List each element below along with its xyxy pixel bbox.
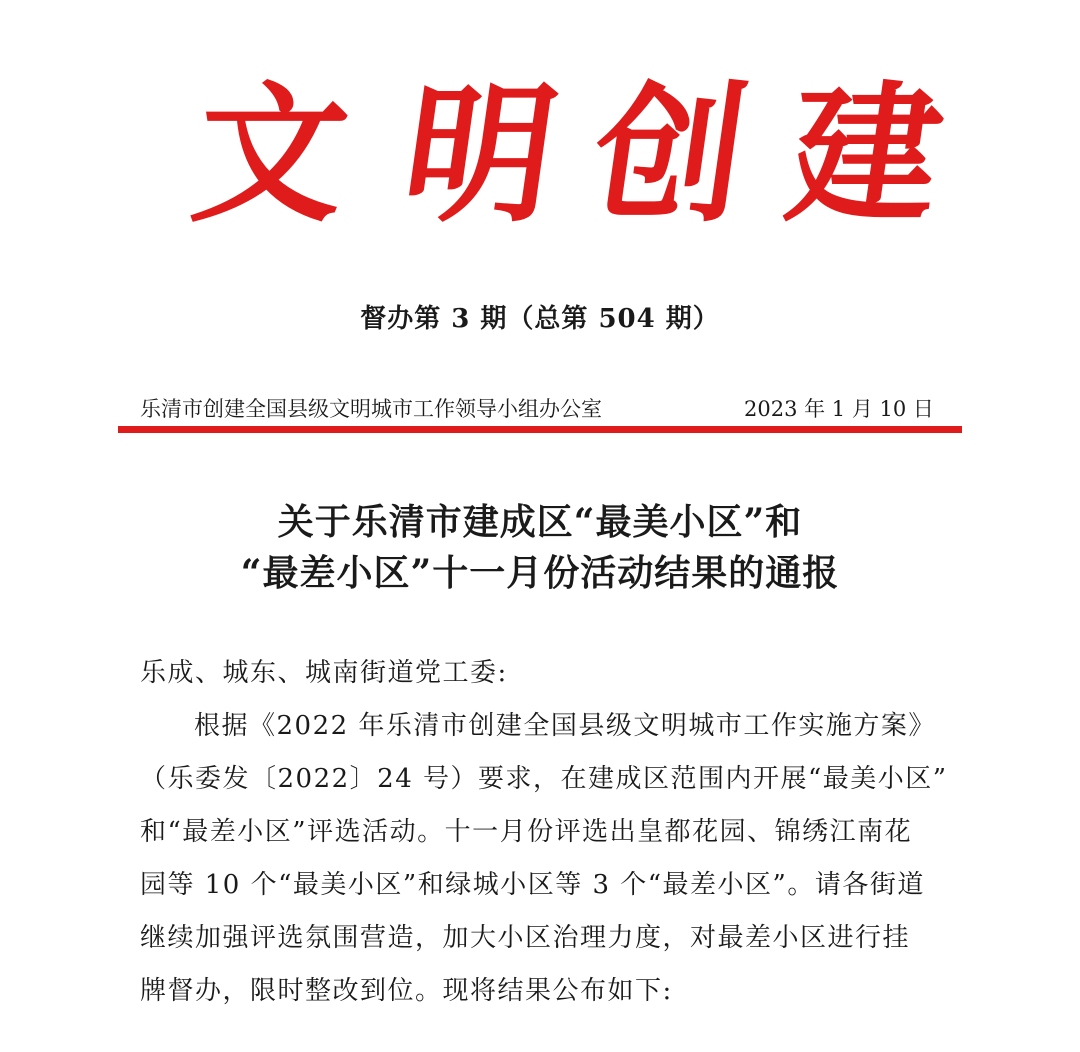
body-paragraph-line: 继续加强评选氛围营造，加大小区治理力度，对最差小区进行挂 [140,923,911,953]
masthead-char-wen: 文 [183,67,359,243]
salutation: 乐成、城东、城南街道党工委: [140,658,508,688]
issuing-office: 乐清市创建全国县级文明城市工作领导小组办公室 [140,397,602,421]
red-divider-line [118,426,962,433]
issue-date: 2023 年 1 月 10 日 [744,397,934,421]
issue-number: 督办第 3 期（总第 504 期） [360,304,720,334]
masthead-char-jian: 建 [777,67,953,243]
document-title-line-1: 关于乐清市建成区“最美小区”和 [277,501,803,543]
body-paragraph-line: 园等 10 个“最美小区”和绿城小区等 3 个“最差小区”。请各街道 [140,870,925,900]
masthead-char-chuang: 创 [582,67,758,243]
masthead-char-ming: 明 [392,67,568,243]
body-paragraph-line: 和“最差小区”评选活动。十一月份评选出皇都花园、锦绣江南花 [140,817,913,847]
body-paragraph-line: （乐委发〔2022〕24 号）要求，在建成区范围内开展“最美小区” [140,764,948,794]
body-paragraph-line: 牌督办，限时整改到位。现将结果公布如下: [140,976,673,1006]
masthead [0,67,1080,243]
body-paragraph-line: 根据《2022 年乐清市创建全国县级文明城市工作实施方案》 [194,711,936,741]
document-title-line-2: “最差小区”十一月份活动结果的通报 [240,552,840,594]
